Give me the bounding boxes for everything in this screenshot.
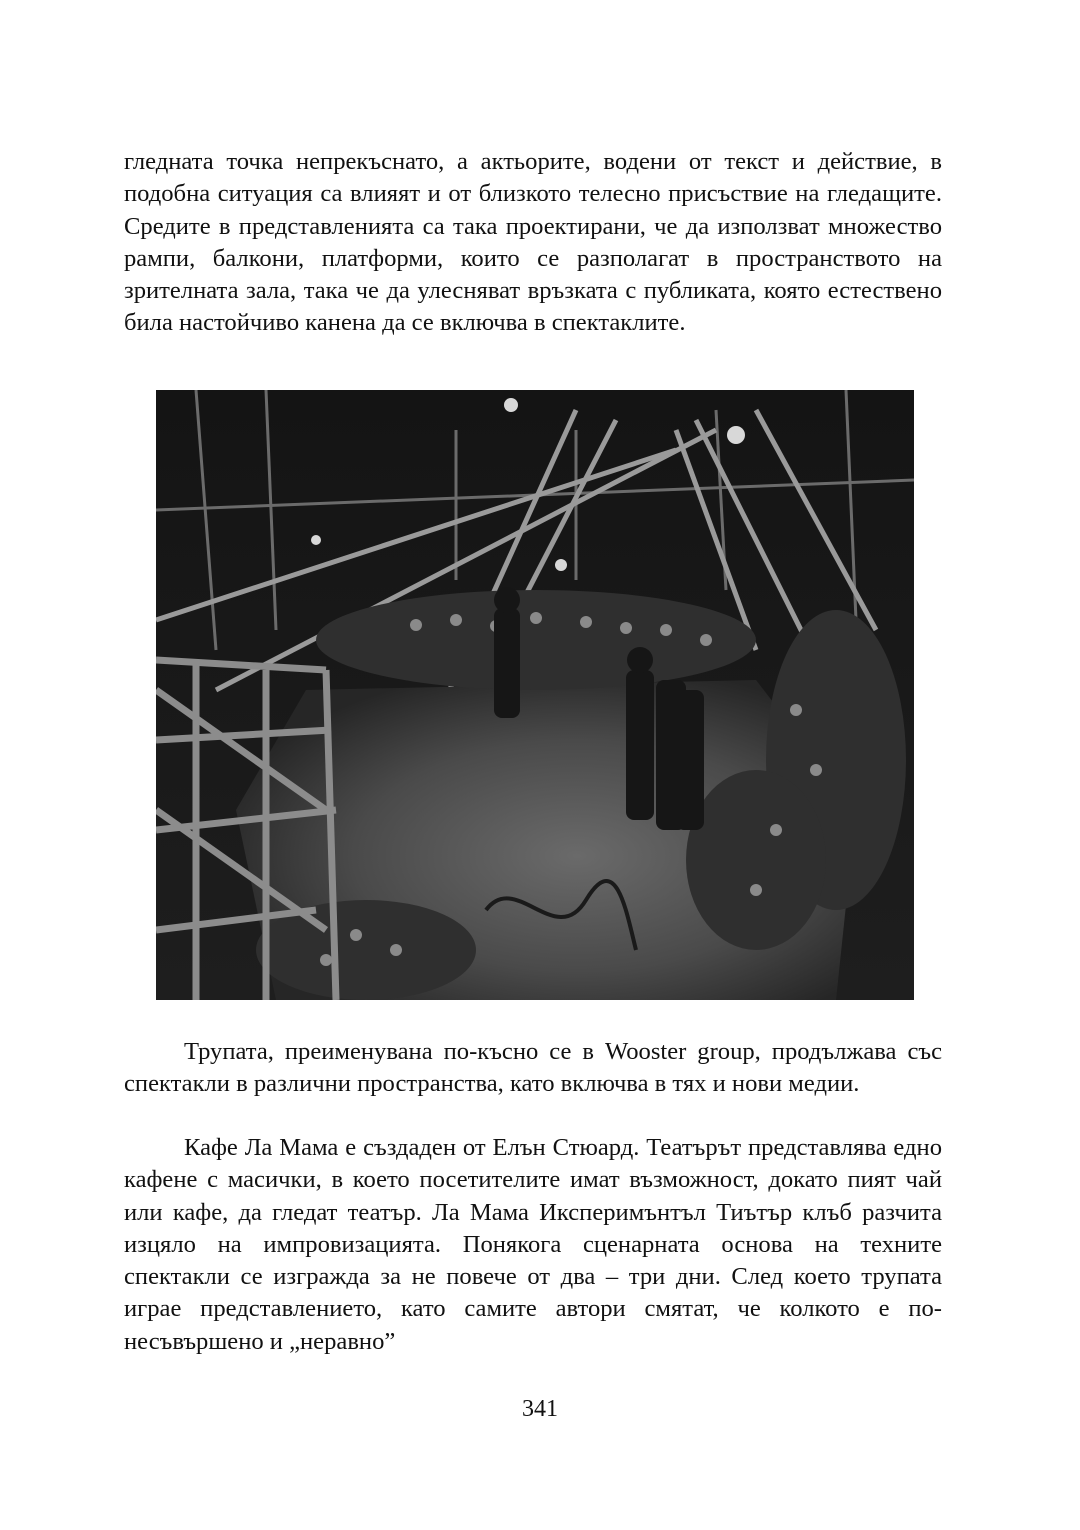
paragraph-wooster-group: Трупата, преименувана по-късно се в Wooster group, продължава със спектакли в различни пространства, като включва в тях и нови медии.: [124, 1038, 942, 1098]
paragraph-environments: гледната точка непрекъснато, а актьорите, водени от текст и действие, в подобна ситуация са влияят и от близкото телесно присъствие на гледащите. Средите в представленията са така проектирани, че да използват множество рампи, балкони, платформи, които се разполагат в пространството на зрителната зала, така че да улесняват връзката с публиката, която естествено била настойчиво канена да се включва в спектаклите.: [124, 148, 942, 337]
theatre-photo-illustration: [156, 390, 914, 1000]
theatre-photo: [156, 390, 914, 1000]
page-number: 341: [522, 1396, 558, 1422]
paragraph-cafe-la-mama: Кафе Ла Мама е създаден от Елън Стюард. Театърът представлява едно кафене с масички, в което посетителите имат възможност, докато пият чай или кафе, да гледат театър. Ла Мама Иксперимънтъл Тиътър клъб разчита изцяло на импровизацията. Понякога сценарната основа на техните спектакли се изгражда за не повече от два – три дни. След което трупата играе представлението, като самите автори смятат, че колкото е по-несъвършено и „неравно”: [124, 1134, 942, 1355]
